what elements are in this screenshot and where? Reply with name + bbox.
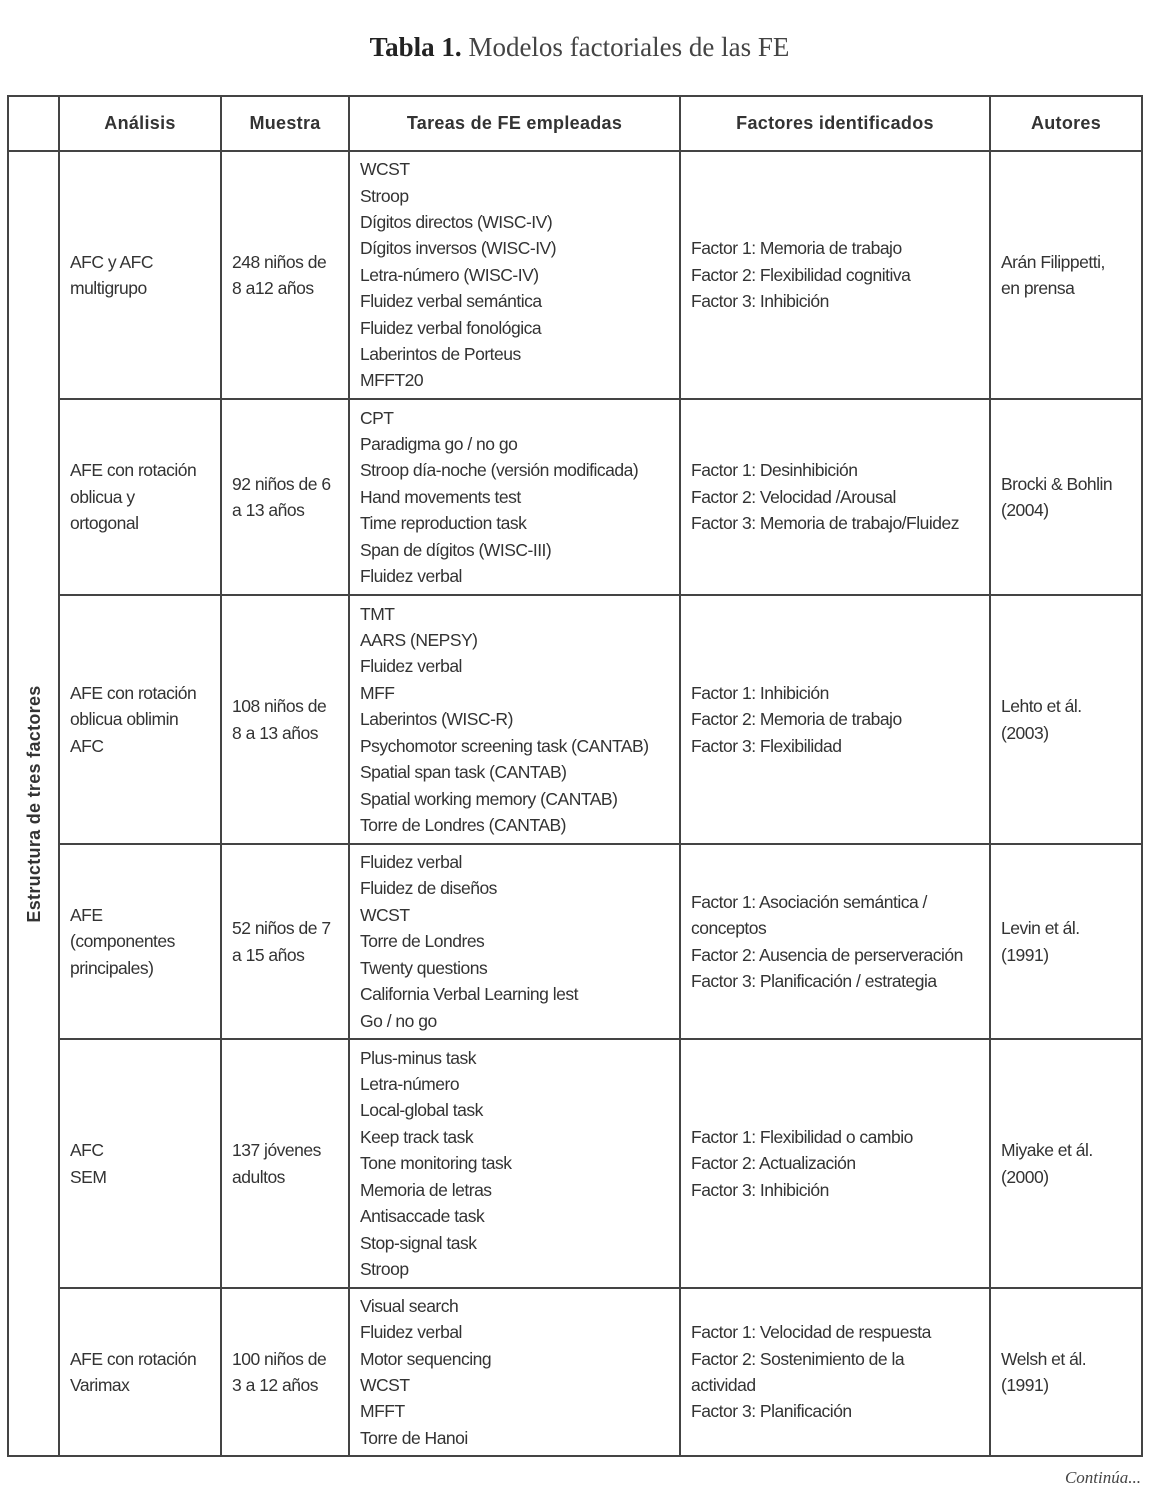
cell-factores: Factor 1: Memoria de trabajo Factor 2: Flexibilidad cognitiva Factor 3: Inhibición (680, 151, 990, 399)
cell-factores: Factor 1: Velocidad de respuesta Factor 2: Sostenimiento de la actividad Factor 3: Planificación (680, 1288, 990, 1456)
table-row (8, 151, 1142, 399)
table-row (8, 1288, 1142, 1456)
cell-muestra: 248 niños de 8 a12 años (221, 151, 349, 399)
cell-autores: Brocki & Bohlin (2004) (990, 399, 1142, 595)
continues-note: Continúa... (1064, 1468, 1141, 1487)
table-row (8, 1039, 1142, 1288)
cell-analisis: AFE con rotación oblicua oblimin AFC (59, 595, 221, 844)
cell-analisis: AFC y AFC multigrupo (59, 151, 221, 399)
header-autores: Autores (990, 96, 1142, 151)
header-blank (8, 96, 59, 151)
table-title (0, 32, 1159, 63)
cell-analisis: AFE con rotación Varimax (59, 1288, 221, 1456)
cell-autores: Welsh et ál. (1991) (990, 1288, 1142, 1456)
cell-autores: Miyake et ál. (2000) (990, 1039, 1142, 1288)
cell-tareas: Visual search Fluidez verbal Motor sequencing WCST MFFT Torre de Hanoi (349, 1288, 680, 1456)
cell-factores: Factor 1: Desinhibición Factor 2: Velocidad /Arousal Factor 3: Memoria de trabajo/Fluidez (680, 399, 990, 595)
cell-factores: Factor 1: Flexibilidad o cambio Factor 2: Actualización Factor 3: Inhibición (680, 1039, 990, 1288)
header-muestra: Muestra (221, 96, 349, 151)
cell-tareas: TMT AARS (NEPSY) Fluidez verbal MFF Laberintos (WISC-R) Psychomotor screening task (CANTAB) Spatial span task (CANTAB) Spatial working memory (CANTAB) Torre de Londres (CANTAB) (349, 595, 680, 844)
cell-autores: Levin et ál. (1991) (990, 844, 1142, 1039)
table-body (8, 151, 1142, 1456)
header-row (8, 96, 1142, 151)
cell-analisis: AFC SEM (59, 1039, 221, 1288)
cell-muestra: 137 jóvenes adultos (221, 1039, 349, 1288)
cell-tareas: Plus-minus task Letra-número Local-global task Keep track task Tone monitoring task Memoria de letras Antisaccade task Stop-signal task Stroop (349, 1039, 680, 1288)
cell-tareas: CPT Paradigma go / no go Stroop día-noche (versión modificada) Hand movements test Time reproduction task Span de dígitos (WISC-III) Fluidez verbal (349, 399, 680, 595)
cell-factores: Factor 1: Inhibición Factor 2: Memoria de trabajo Factor 3: Flexibilidad (680, 595, 990, 844)
cell-factores: Factor 1: Asociación semántica / conceptos Factor 2: Ausencia de perserveración Factor 3: Planificación / estrategia (680, 844, 990, 1039)
cell-autores: Lehto et ál. (2003) (990, 595, 1142, 844)
header-factores: Factores identificados (680, 96, 990, 151)
table-row (8, 844, 1142, 1039)
cell-analisis: AFE con rotación oblicua y ortogonal (59, 399, 221, 595)
header-analisis: Análisis (59, 96, 221, 151)
cell-muestra: 92 niños de 6 a 13 años (221, 399, 349, 595)
cell-muestra: 108 niños de 8 a 13 años (221, 595, 349, 844)
side-group-label: Estructura de tres factores (23, 684, 44, 923)
table-row (8, 399, 1142, 595)
cell-analisis: AFE (componentes principales) (59, 844, 221, 1039)
cell-tareas: Fluidez verbal Fluidez de diseños WCST Torre de Londres Twenty questions California Verbal Learning lest Go / no go (349, 844, 680, 1039)
table-title-text: Modelos factoriales de las FE (468, 32, 790, 62)
factor-models-table (7, 95, 1143, 1457)
cell-autores: Arán Filippetti, en prensa (990, 151, 1142, 399)
cell-muestra: 100 niños de 3 a 12 años (221, 1288, 349, 1456)
table-title-number: Tabla 1. (369, 32, 462, 62)
table-row (8, 595, 1142, 844)
side-group-cell (8, 151, 59, 1456)
cell-tareas: WCST Stroop Dígitos directos (WISC-IV) Dígitos inversos (WISC-IV) Letra-número (WISC-IV) Fluidez verbal semántica Fluidez verbal fonológica Laberintos de Porteus MFFT20 (349, 151, 680, 399)
cell-muestra: 52 niños de 7 a 15 años (221, 844, 349, 1039)
header-tareas: Tareas de FE empleadas (349, 96, 680, 151)
